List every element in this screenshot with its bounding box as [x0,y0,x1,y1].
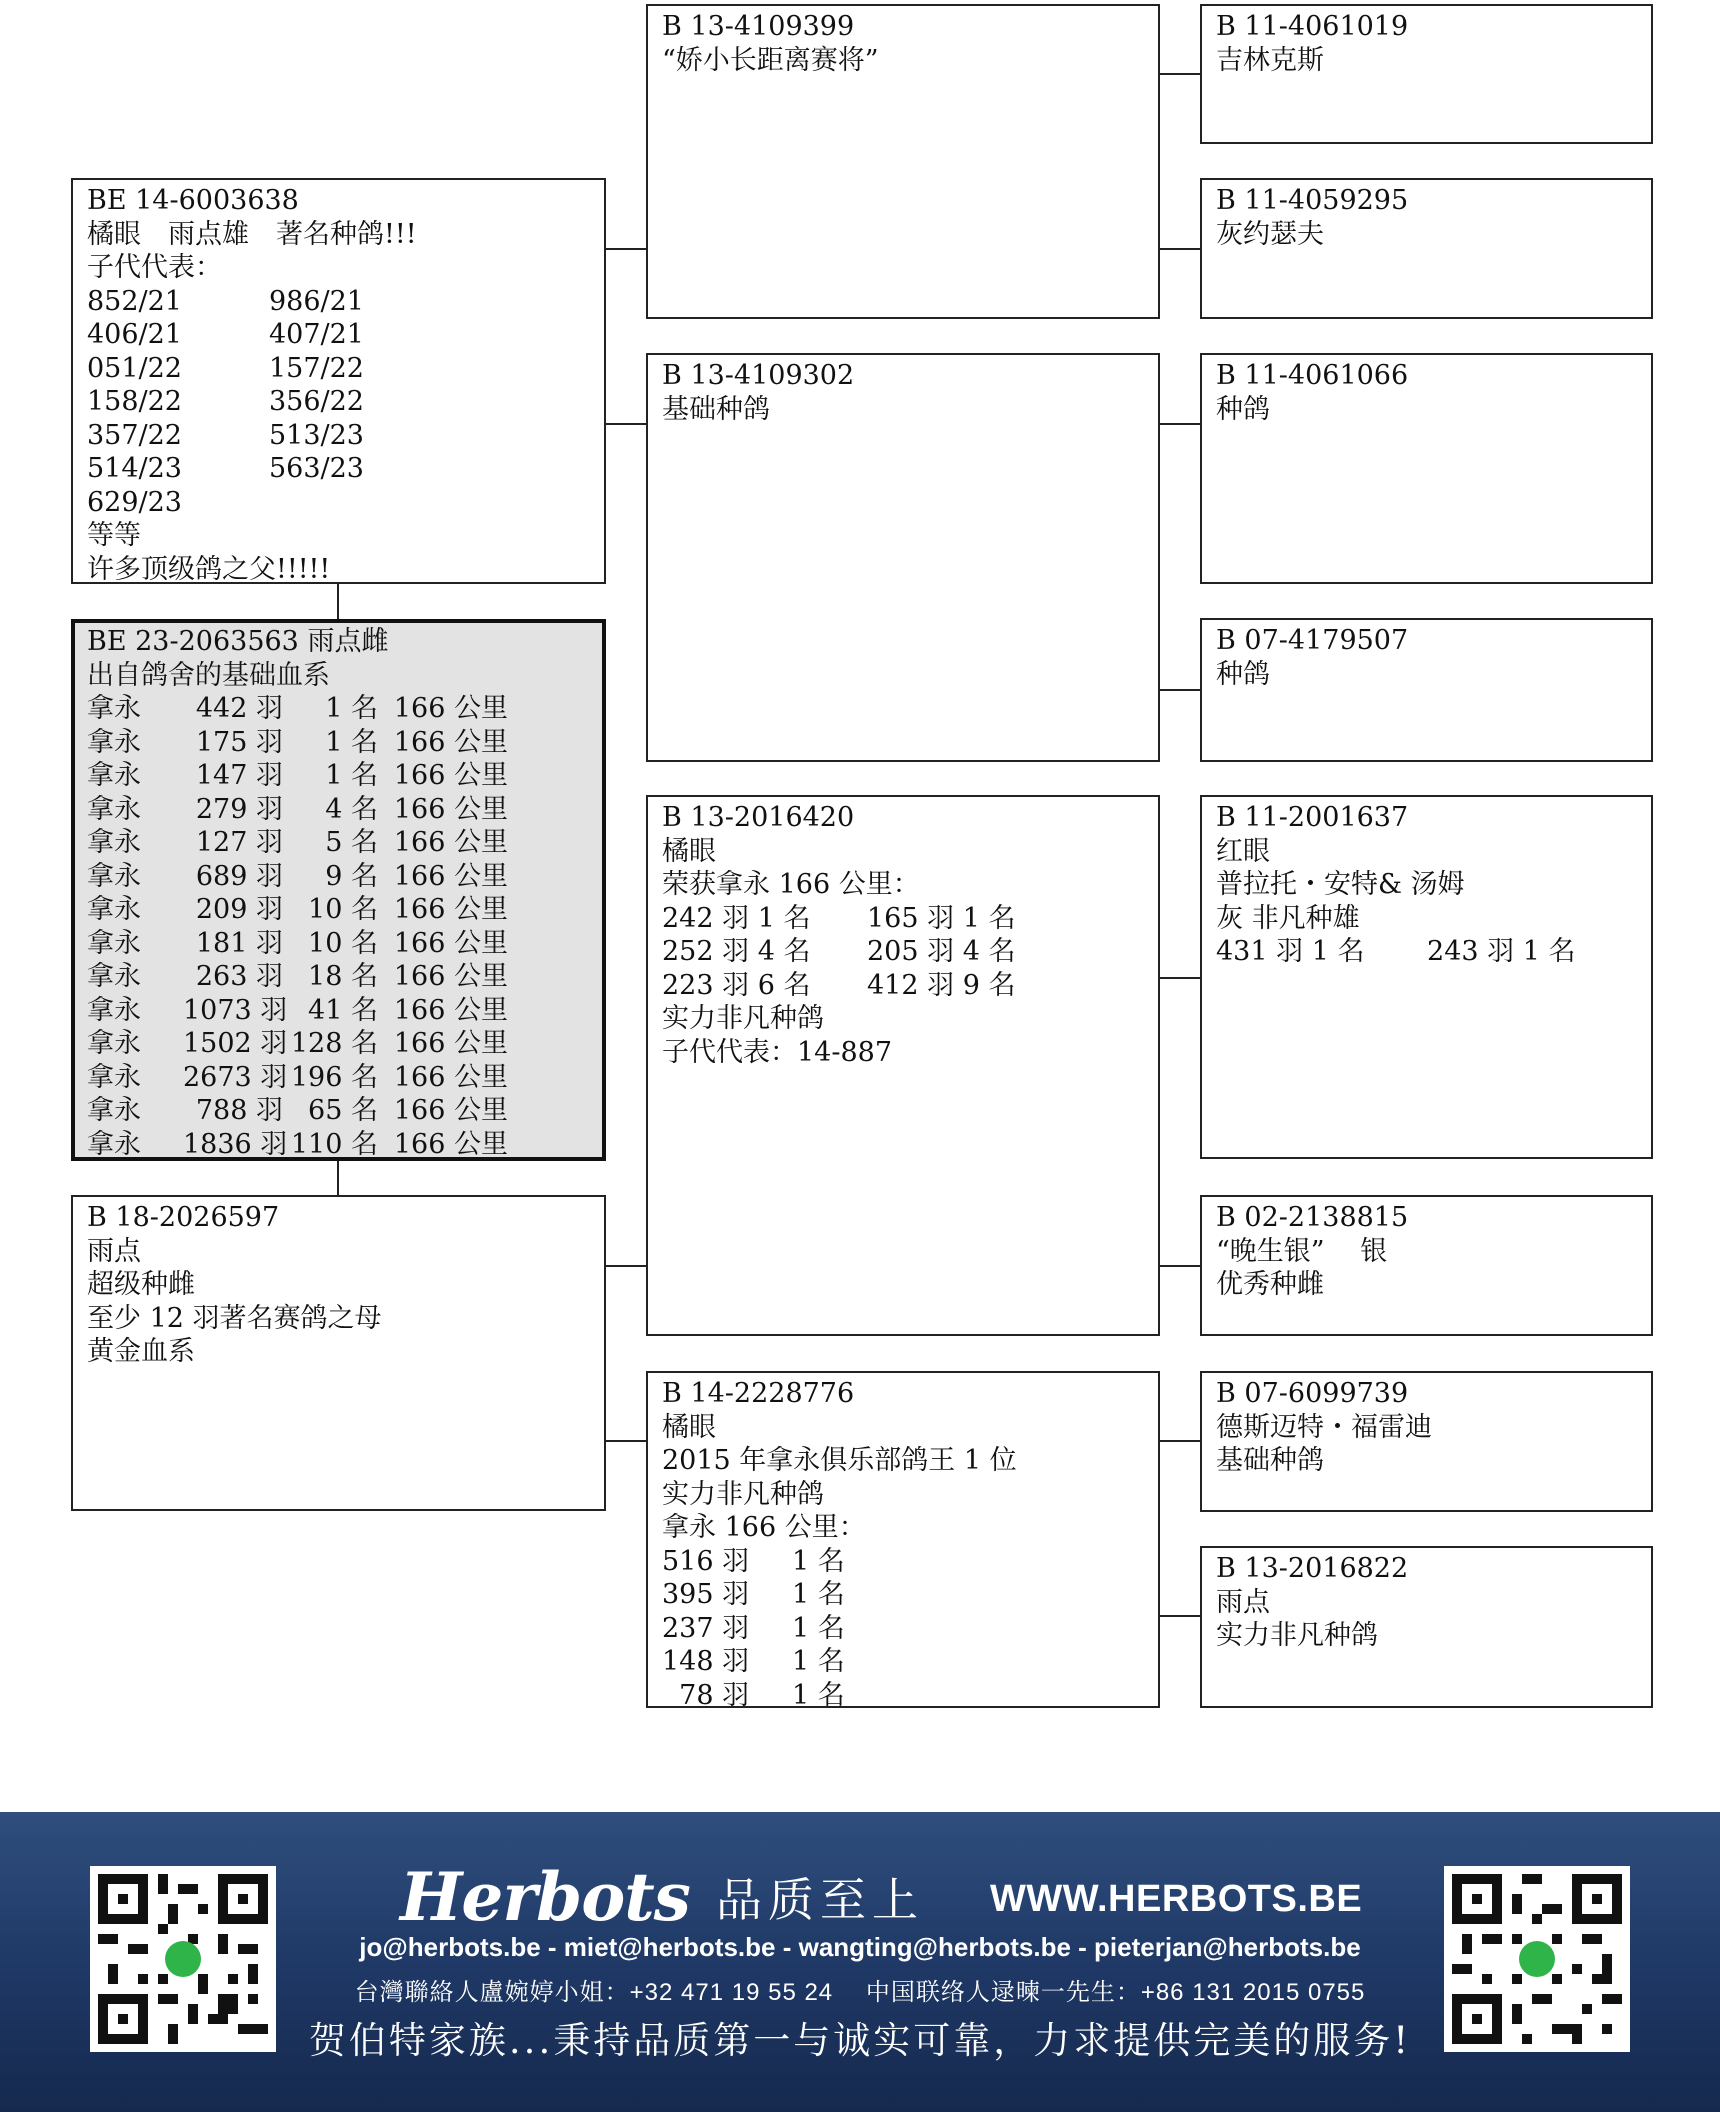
ggp-line: 实力非凡种鸽 [1216,1620,1378,1651]
great-grandparent-box [1200,795,1653,1159]
mother-ring: B 18-2026597 [87,1202,280,1233]
father-note: 许多顶级鸽之父!!!!! [87,553,331,584]
connector-line [606,1440,646,1442]
offspring-row: 629/23 [87,486,182,518]
race-result-row: 拿永 263 羽 18 名 166 公里 [87,961,508,992]
qr-code-wechat[interactable] [1444,1866,1630,2052]
gf-mf-result-row: 252 羽 4 名 205 羽 4 名 [662,936,1016,967]
race-result-row: 拿永 209 羽 10 名 166 公里 [87,894,508,925]
connector-line [1160,1615,1200,1617]
gf-mm-result-row: 148 羽 1 名 [662,1646,845,1677]
gf-mm-line: 橘眼 [662,1411,716,1443]
gf-mf-line: 子代代表：14-887 [662,1036,893,1068]
connector-line [606,248,646,250]
mother-line: 超级种雌 [87,1269,195,1300]
gf-mm-result-row: 516 羽 1 名 [662,1545,845,1577]
race-result-row: 拿永 1502 羽 128 名 166 公里 [87,1028,508,1059]
connector-line [1160,1440,1200,1442]
father-etc: 等等 [87,520,141,551]
mother-box [71,1195,606,1511]
connector-line [606,423,646,425]
gf-ff-ring: B 13-4109399 [662,11,855,42]
ggp-line: 种鸽 [1216,393,1270,425]
contact-persons: 台灣聯絡人盧婉婷小姐：+32 471 19 55 24 中国联络人逯暕一先生：+86 131 2015 0755 [354,1979,1366,2006]
connector-line [1160,248,1200,250]
ggp-line: 灰约瑟夫 [1216,218,1324,250]
offspring-row: 051/22 157/22 [87,352,364,384]
connector-line [606,1265,646,1267]
race-result-row: 拿永 2673 羽 196 名 166 公里 [87,1061,508,1093]
gf-mm-result-row: 237 羽 1 名 [662,1612,845,1644]
gf-mf-line: 实力非凡种鸽 [662,1003,824,1034]
ggp-line: 吉林克斯 [1216,44,1324,76]
race-result-row: 拿永 181 羽 10 名 166 公里 [87,927,508,959]
offspring-row: 406/21 407/21 [87,319,364,350]
race-result-row: 拿永 689 羽 9 名 166 公里 [87,860,508,892]
race-result-row: 拿永 279 羽 4 名 166 公里 [87,793,508,825]
gf-mf-line: 荣获拿永 166 公里： [662,869,920,900]
offspring-row: 357/22 513/23 [87,419,364,451]
gf-mm-line: 2015 年拿永俱乐部鸽王 1 位 [662,1445,1017,1476]
ggp-line: 种鸽 [1216,658,1270,690]
offspring-row: 852/21 986/21 [87,285,364,317]
gf-mm-line: 拿永 166 公里： [662,1512,866,1543]
ggp-ring: B 13-2016822 [1216,1553,1409,1584]
ggp-ring: B 11-2001637 [1216,802,1409,833]
gf-mf-ring: B 13-2016420 [662,802,855,833]
mother-line: 雨点 [87,1235,141,1267]
race-result-row: 拿永 127 羽 5 名 166 公里 [87,827,508,858]
ggp-line: 灰 非凡种雄 [1216,902,1360,934]
great-grandparent-box [1200,1195,1653,1336]
ggp-ring: B 11-4059295 [1216,185,1409,216]
ggp-line: 红眼 [1216,835,1270,867]
footer-banner [0,1812,1720,2112]
gf-mf-line: 橘眼 [662,835,716,867]
ggp-line: 431 羽 1 名 243 羽 1 名 [1216,936,1576,967]
subject-desc: 出自鸽舍的基础血系 [87,659,330,691]
ggp-line: 雨点 [1216,1586,1270,1618]
grandmother-paternal-box [646,353,1160,762]
gf-mm-result-row: 395 羽 1 名 [662,1579,845,1610]
herbots-logo: Herbots [400,1858,690,1936]
ggp-ring: B 02-2138815 [1216,1202,1409,1233]
subject-results [87,692,590,1161]
gf-mm-ring: B 14-2228776 [662,1378,855,1409]
connector-line [1160,73,1200,75]
gf-mm-line: 实力非凡种鸽 [662,1478,824,1510]
race-result-row: 拿永 147 羽 1 名 166 公里 [87,760,508,791]
connector-line [1160,423,1200,425]
gf-fm-line: 基础种鸽 [662,393,770,425]
grandfather-paternal-box [646,4,1160,319]
father-box [71,178,606,584]
connector-line [337,1161,339,1195]
great-grandparent-box [1200,1371,1653,1512]
gf-mm-result-row: 78 羽 1 名 [662,1679,845,1708]
gf-mf-result-row: 242 羽 1 名 165 羽 1 名 [662,902,1016,934]
father-offspring-list [87,285,590,520]
ggp-line: 普拉托・安特& 汤姆 [1216,869,1465,900]
race-result-row: 拿永 788 羽 65 名 166 公里 [87,1095,508,1126]
website-link[interactable]: WWW.HERBOTS.BE [990,1878,1363,1920]
ggp-line: 优秀种雌 [1216,1269,1324,1300]
ggp-ring: B 07-4179507 [1216,625,1409,656]
great-grandparent-box [1200,618,1653,762]
great-grandparent-box [1200,1546,1653,1708]
offspring-row: 158/22 356/22 [87,386,364,417]
race-result-row: 拿永 1073 羽 41 名 166 公里 [87,994,508,1026]
gf-ff-line: “娇小长距离赛将” [662,44,879,76]
offspring-row: 514/23 563/23 [87,453,364,484]
slogan: 品质至上 [716,1873,924,1927]
race-result-row: 拿永 175 羽 1 名 166 公里 [87,726,508,758]
father-desc: 橘眼 雨点雄 著名种鸽!!! [87,218,417,250]
ggp-line: 德斯迈特・福雷迪 [1216,1411,1432,1443]
mother-line: 黄金血系 [87,1336,195,1367]
great-grandparent-box [1200,353,1653,584]
subject-box [71,619,606,1161]
grandmother-maternal-box [646,1371,1160,1708]
ggp-ring: B 11-4061066 [1216,360,1409,391]
email-list[interactable]: jo@herbots.be - miet@herbots.be - wangting@herbots.be - pieterjan@herbots.be [359,1932,1361,1962]
ggp-ring: B 07-6099739 [1216,1378,1409,1409]
ggp-line: 基础种鸽 [1216,1445,1324,1476]
great-grandparent-box [1200,178,1653,319]
connector-line [1160,1265,1200,1267]
subject-ring: BE 23-2063563 雨点雌 [87,626,389,657]
ggp-line: “晚生银” 银 [1216,1235,1388,1267]
brand-row [400,1858,1363,1936]
connector-line [1160,689,1200,691]
gf-mf-result-row: 223 羽 6 名 412 羽 9 名 [662,969,1016,1001]
grandfather-maternal-box [646,795,1160,1336]
motto: 贺伯特家族...秉持品质第一与诚实可靠，力求提供完美的服务! [308,2019,1412,2062]
connector-line [1160,977,1200,979]
connector-line [337,584,339,619]
father-offspring-label: 子代代表： [87,252,222,283]
mother-line: 至少 12 羽著名赛鸽之母 [87,1302,382,1334]
gf-fm-ring: B 13-4109302 [662,360,855,391]
father-ring: BE 14-6003638 [87,185,299,216]
great-grandparent-box [1200,4,1653,144]
race-result-row: 拿永 442 羽 1 名 166 公里 [87,693,508,724]
race-result-row: 拿永 1836 羽 110 名 166 公里 [87,1128,508,1160]
ggp-ring: B 11-4061019 [1216,11,1409,42]
